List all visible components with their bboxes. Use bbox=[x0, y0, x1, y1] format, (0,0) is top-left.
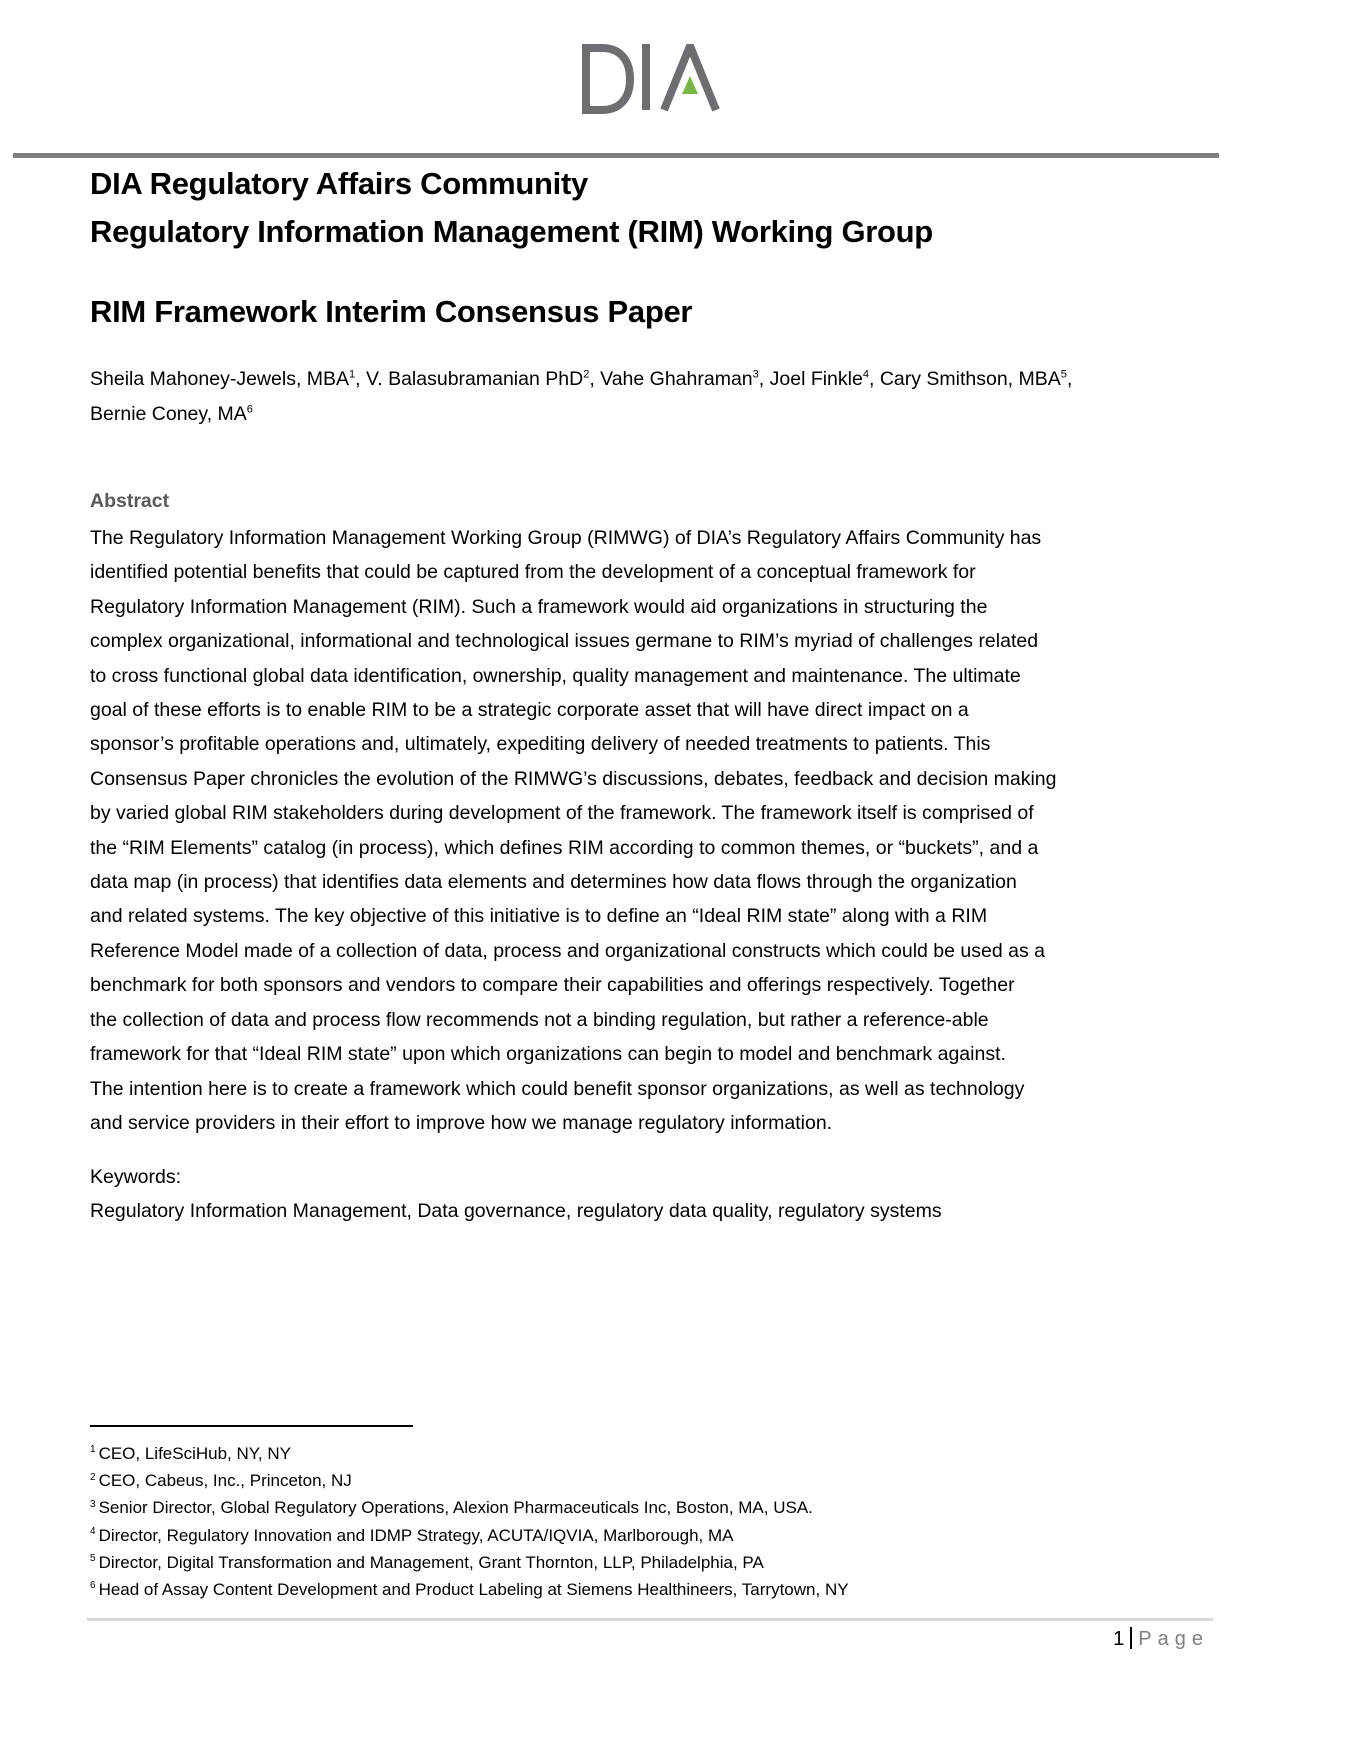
author-name: Joel Finkle bbox=[769, 368, 863, 390]
keywords-text: Regulatory Information Management, Data governance, regulatory data quality, regulatory systems bbox=[90, 1200, 942, 1222]
footnote bbox=[90, 1494, 849, 1521]
abstract-line: complex organizational, informational and technological issues germane to RIM’s myriad of challenges related bbox=[90, 630, 1039, 653]
dia-logo bbox=[580, 44, 730, 114]
title-line-1: DIA Regulatory Affairs Community bbox=[90, 166, 588, 201]
footnote bbox=[90, 1440, 849, 1467]
author-affiliation-marker: 1 bbox=[349, 368, 356, 381]
abstract-line: the “RIM Elements” catalog (in process), which defines RIM according to common themes, or “buckets”, and a bbox=[90, 836, 1039, 859]
footnote-number: 4 bbox=[90, 1525, 96, 1537]
author-separator: , bbox=[589, 368, 601, 390]
abstract-line: Consensus Paper chronicles the evolution of the RIMWG’s discussions, debates, feedback and decision making bbox=[90, 767, 1057, 790]
author-separator: , bbox=[758, 368, 770, 390]
abstract-line: and related systems. The key objective of this initiative is to define an “Ideal RIM state” along with a RIM bbox=[90, 905, 988, 928]
footnote-number: 1 bbox=[90, 1444, 96, 1456]
footnote bbox=[90, 1549, 849, 1576]
footnote-text: CEO, LifeSciHub, NY, NY bbox=[98, 1444, 291, 1463]
author-name: V. Balasubramanian PhD bbox=[366, 368, 584, 390]
abstract-line: data map (in process) that identifies data elements and determines how data flows through the organization bbox=[90, 871, 1017, 894]
footnote-text: Head of Assay Content Development and Product Labeling at Siemens Healthineers, Tarrytown, NY bbox=[98, 1580, 849, 1600]
footnote bbox=[90, 1467, 849, 1494]
header-rule bbox=[13, 153, 1219, 158]
footnote bbox=[90, 1576, 849, 1603]
author-separator: , bbox=[868, 368, 880, 390]
abstract-line: benchmark for both sponsors and vendors to compare their capabilities and offerings respectively. Together bbox=[90, 974, 1015, 997]
author-affiliation-marker: 5 bbox=[1060, 368, 1067, 381]
authors-line-2 bbox=[90, 403, 253, 426]
footnote-number: 2 bbox=[90, 1471, 96, 1483]
author-separator: , bbox=[355, 368, 367, 390]
footnote-text: Director, Regulatory Innovation and IDMP Strategy, ACUTA/IQVIA, Marlborough, MA bbox=[98, 1525, 734, 1545]
footnote-text: Director, Digital Transformation and Management, Grant Thornton, LLP, Philadelphia, PA bbox=[98, 1552, 764, 1572]
abstract-line: The Regulatory Information Management Working Group (RIMWG) of DIA’s Regulatory Affairs Community has bbox=[90, 527, 1042, 549]
author-name: Vahe Ghahraman bbox=[600, 368, 753, 390]
abstract-line: Regulatory Information Management (RIM). Such a framework would aid organizations in structuring the bbox=[90, 595, 988, 618]
author-affiliation-marker: 2 bbox=[583, 368, 590, 381]
page-label: Page bbox=[1138, 1628, 1209, 1650]
author-affiliation-marker: 3 bbox=[752, 368, 759, 381]
page-number-value: 1 bbox=[1113, 1628, 1125, 1650]
author-affiliation-marker: 4 bbox=[862, 368, 869, 381]
footnotes bbox=[90, 1440, 849, 1603]
author-name: Bernie Coney, MA bbox=[90, 403, 247, 425]
abstract-line: the collection of data and process flow recommends not a binding regulation, but rather a reference-able bbox=[90, 1008, 989, 1031]
authors-line-1 bbox=[90, 368, 1072, 391]
title-line-2: Regulatory Information Management (RIM) Working Group bbox=[90, 214, 933, 249]
author-affiliation-marker: 6 bbox=[246, 403, 253, 416]
author-name: Sheila Mahoney-Jewels, MBA bbox=[90, 368, 350, 390]
footnote-number: 5 bbox=[90, 1553, 96, 1565]
abstract-line: sponsor’s profitable operations and, ultimately, expediting delivery of needed treatments to patients. This bbox=[90, 733, 991, 756]
author-name: Cary Smithson, MBA bbox=[879, 368, 1061, 390]
footnote-text: CEO, Cabeus, Inc., Princeton, NJ bbox=[98, 1471, 352, 1491]
abstract-line: to cross functional global data identification, ownership, quality management and maintenance. The ultimate bbox=[90, 664, 1021, 687]
keywords-label: Keywords: bbox=[90, 1166, 182, 1188]
abstract-line: by varied global RIM stakeholders during development of the framework. The framework itself is comprised of bbox=[90, 802, 1034, 825]
author-separator: , bbox=[1066, 368, 1073, 390]
footnote-text: Senior Director, Global Regulatory Operations, Alexion Pharmaceuticals Inc, Boston, MA, USA. bbox=[98, 1498, 813, 1518]
paper-subtitle: RIM Framework Interim Consensus Paper bbox=[90, 294, 693, 329]
abstract-heading: Abstract bbox=[90, 490, 170, 512]
footnote-number: 3 bbox=[90, 1498, 96, 1510]
footnote bbox=[90, 1522, 849, 1549]
footnote-number: 6 bbox=[90, 1580, 96, 1592]
footer-rule bbox=[87, 1618, 1213, 1621]
abstract-line: framework for that “Ideal RIM state” upon which organizations can begin to model and benchmark against. bbox=[90, 1043, 1006, 1066]
page-number bbox=[1113, 1627, 1209, 1651]
abstract-body bbox=[90, 521, 1057, 1140]
abstract-line: The intention here is to create a framework which could benefit sponsor organizations, as well as technology bbox=[90, 1077, 1025, 1100]
abstract-line: Reference Model made of a collection of data, process and organizational constructs which could be used as a bbox=[90, 939, 1045, 962]
footnote-separator bbox=[90, 1425, 413, 1427]
abstract-line: and service providers in their effort to improve how we manage regulatory information. bbox=[90, 1111, 833, 1134]
page-divider bbox=[1130, 1627, 1132, 1649]
abstract-line: goal of these efforts is to enable RIM to be a strategic corporate asset that will have direct impact on a bbox=[90, 699, 969, 722]
abstract-line: identified potential benefits that could be captured from the development of a conceptual framework for bbox=[90, 561, 976, 584]
